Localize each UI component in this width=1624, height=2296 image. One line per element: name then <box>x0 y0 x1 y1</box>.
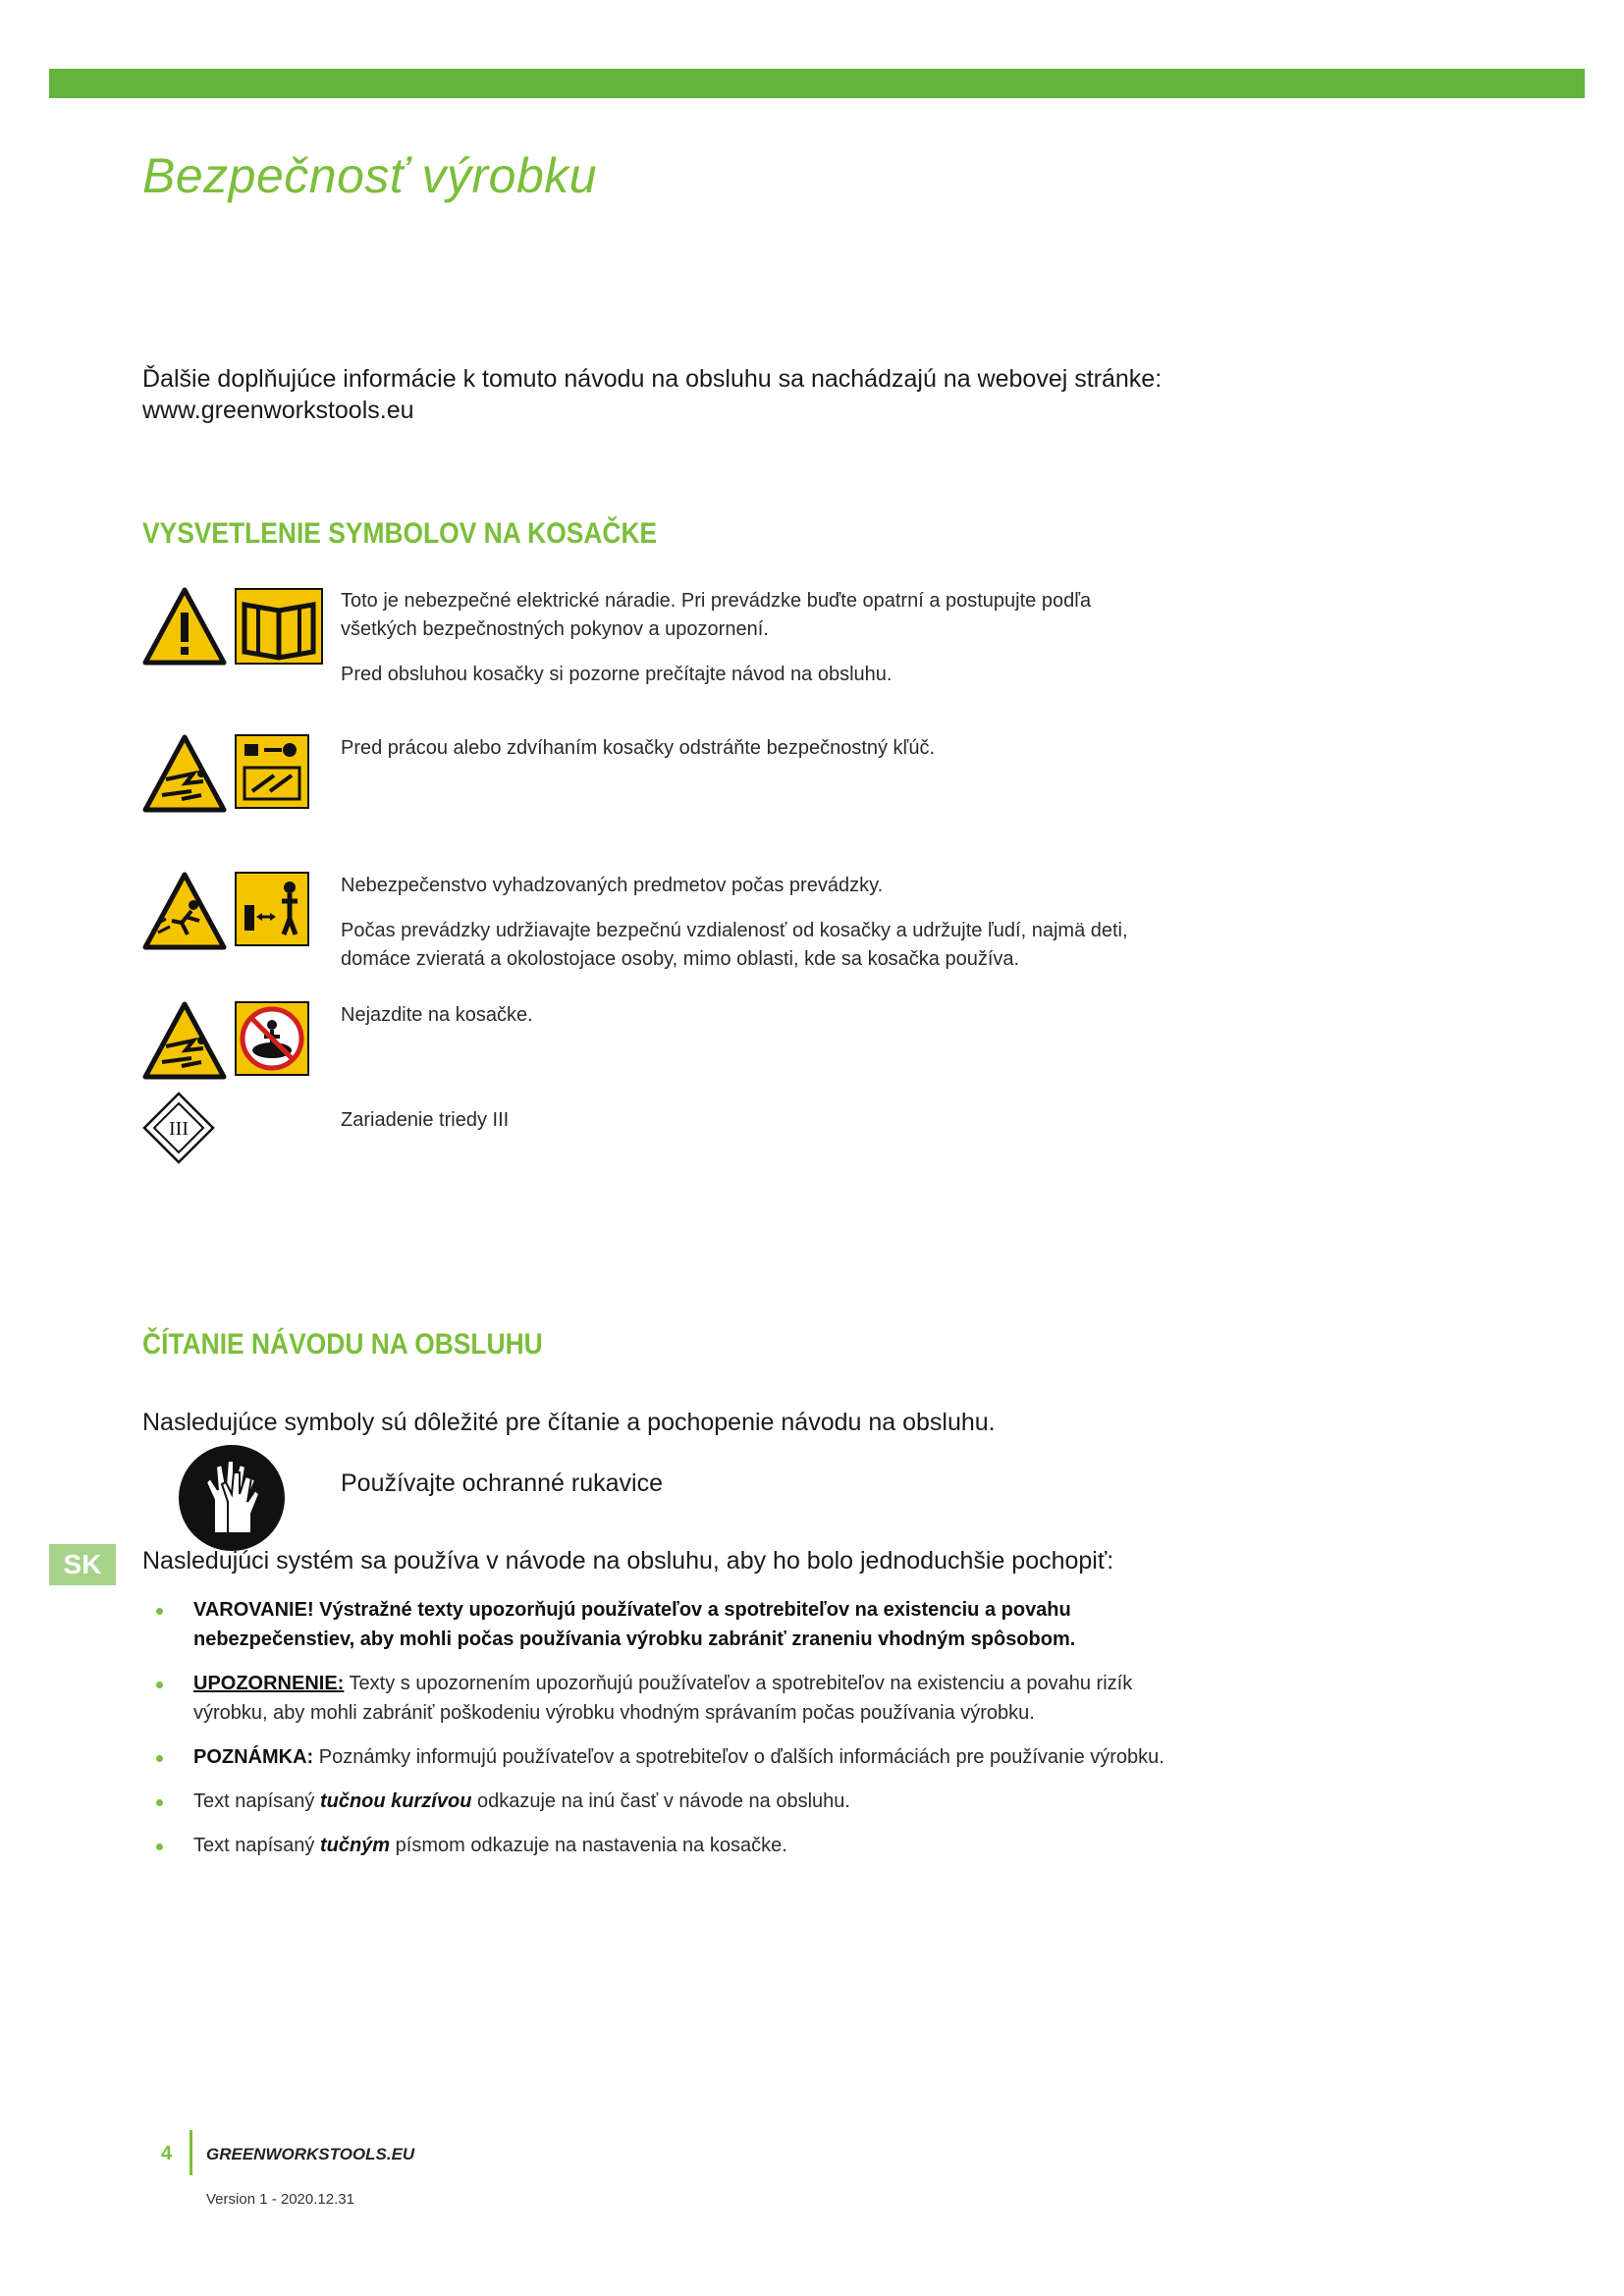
symbol-text: Počas prevádzky udržiavajte bezpečnú vzdialenosť od kosačky a udržujte ľudí, najmä deti, domáce zvieratá a okolostojace osoby, mimo oblasti, kde sa kosačka používa. <box>341 920 1128 970</box>
symbol-row-1-icons <box>142 587 323 666</box>
bullet-post: písmom odkazuje na nastavenia na kosačke. <box>390 1835 787 1856</box>
top-green-bar <box>49 69 1585 98</box>
class-iii-icon <box>142 1092 215 1164</box>
intro-text: Ďalšie doplňujúce informácie k tomuto návodu na obsluhu sa nachádzajú na webovej stránke: www.greenworkstools.eu <box>142 365 1163 424</box>
list-item <box>142 1787 1183 1816</box>
symbol-text: Nebezpečenstvo vyhadzovaných predmetov počas prevádzky. <box>341 875 884 896</box>
symbol-text: Nejazdite na kosačke. <box>341 1004 533 1026</box>
symbol-text: Pred obsluhou kosačky si pozorne prečítajte návod na obsluhu. <box>341 664 893 685</box>
symbol-row-3-text <box>341 872 1156 990</box>
bullet-pre: Text napísaný <box>193 1835 320 1856</box>
list-item <box>142 1669 1183 1728</box>
page-number: 4 <box>161 2143 173 2164</box>
caution-text: Texty s upozornením upozorňujú používateľov a spotrebiteľov na existenciu a povahu rizík výrobku, aby mohli zabrániť poškodeniu výrobku vhodným správaním počas používania výrobku. <box>193 1673 1133 1724</box>
remove-safety-key-icon <box>235 734 309 809</box>
symbol-row-3-icons <box>142 872 309 950</box>
bullet-emphasis: tučnou kurzívou <box>319 1790 472 1812</box>
no-riding-icon <box>235 1001 309 1076</box>
keep-distance-icon <box>235 872 309 946</box>
system-text: Nasledujúci systém sa používa v návode na obsluhu, aby ho bolo jednoduchšie pochopiť: <box>142 1547 1114 1575</box>
list-item <box>142 1742 1183 1772</box>
footer-site-link[interactable]: GREENWORKSTOOLS.EU <box>206 2145 415 2163</box>
read-manual-icon <box>235 587 323 666</box>
symbol-row-4-text <box>341 1001 1156 1046</box>
symbol-row-2-icons <box>142 734 309 813</box>
blade-hazard-icon <box>142 734 227 813</box>
bullet-post: odkazuje na inú časť v návode na obsluhu. <box>471 1790 850 1812</box>
version-text: Version 1 - 2020.12.31 <box>206 2191 354 2208</box>
warning-text: Výstražné texty upozorňujú používateľov a spotrebiteľov na existenciu a povahu nebezpečenstiev, aby mohli počas používania výrobku zabrániť zraneniu vhodným spôsobom. <box>193 1599 1076 1650</box>
gloves-text: Používajte ochranné rukavice <box>341 1469 663 1497</box>
symbol-row-1-text <box>341 587 1156 706</box>
symbol-row-4-icons <box>142 1001 309 1080</box>
gloves-icon <box>177 1443 287 1553</box>
blade-hazard-icon <box>142 1001 227 1080</box>
warning-triangle-icon <box>142 587 227 666</box>
symbol-row-5-text <box>341 1106 1156 1151</box>
reading-lead: Nasledujúce symboly sú dôležité pre čítanie a pochopenie návodu na obsluhu. <box>142 1409 996 1436</box>
thrown-objects-icon <box>142 872 227 950</box>
note-text: Poznámky informujú používateľov a spotrebiteľov o ďalších informáciách pre používanie výrobku. <box>313 1746 1164 1768</box>
class-iii-label: III <box>169 1118 189 1140</box>
caution-label: UPOZORNENIE: <box>193 1673 345 1694</box>
symbol-text: Zariadenie triedy III <box>341 1109 510 1131</box>
page-title: Bezpečnosť výrobku <box>142 148 598 203</box>
convention-list <box>142 1595 1183 1875</box>
symbol-row-5-icons <box>142 1092 215 1164</box>
footer-divider <box>189 2130 192 2175</box>
symbol-text: Toto je nebezpečné elektrické náradie. Pri prevádzke buďte opatrní a postupujte podľa všetkých bezpečnostných pokynov a upozornení. <box>341 590 1092 640</box>
note-label: POZNÁMKA: <box>193 1746 314 1768</box>
symbols-heading: VYSVETLENIE SYMBOLOV NA KOSAČKE <box>142 517 658 550</box>
reading-heading: ČÍTANIE NÁVODU NA OBSLUHU <box>142 1328 543 1361</box>
bullet-emphasis: tučným <box>319 1835 391 1856</box>
list-item <box>142 1595 1183 1654</box>
warning-label: VAROVANIE! <box>193 1599 314 1621</box>
symbol-row-2-text <box>341 734 1156 779</box>
list-item <box>142 1831 1183 1860</box>
language-badge: SK <box>49 1544 116 1585</box>
bullet-pre: Text napísaný <box>193 1790 320 1812</box>
symbol-text: Pred prácou alebo zdvíhaním kosačky odstráňte bezpečnostný kľúč. <box>341 737 936 759</box>
